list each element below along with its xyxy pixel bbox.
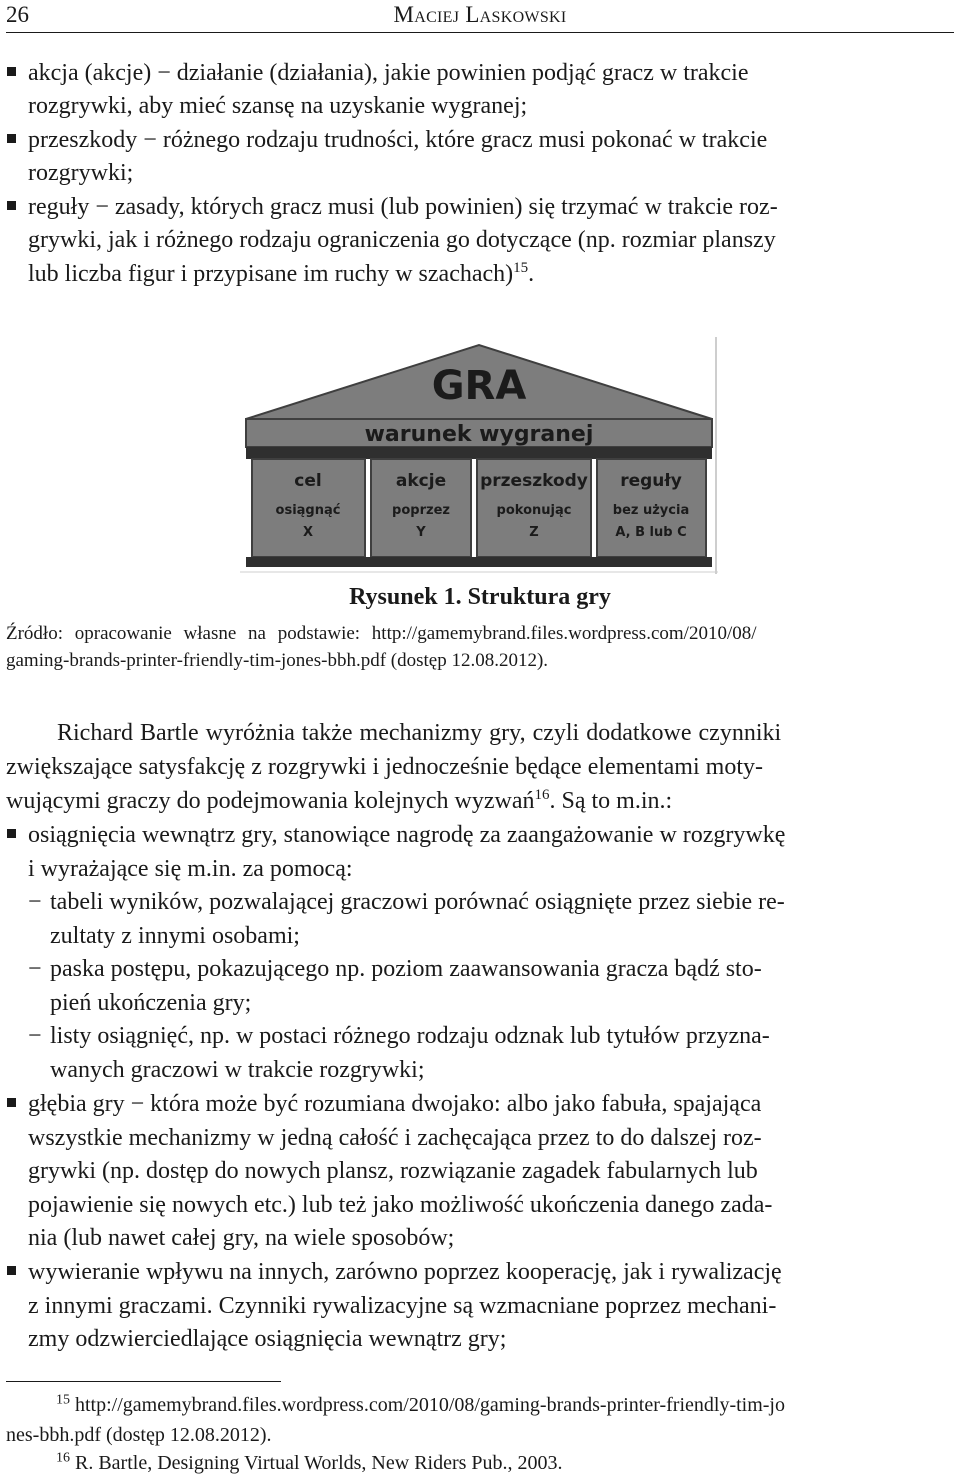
bullet-square-icon xyxy=(7,1098,16,1107)
list-item-text: rozgrywki, aby mieć szansę na uzyskanie wygranej; xyxy=(28,93,528,119)
column-sub: A, B lub C xyxy=(615,525,687,540)
sublist-item-text: pień ukończenia gry; xyxy=(50,990,252,1016)
paragraph-line-end: . Są to m.in.: xyxy=(549,788,673,814)
figure-game-structure xyxy=(240,337,718,574)
sublist-item-text: paska postępu, pokazującego np. poziom zaawansowania gracza bądź sto- xyxy=(50,956,762,982)
sublist-item-text: listy osiągnięć, np. w postaci różnego rodzaju odznak lub tytułów przyzna- xyxy=(50,1023,770,1049)
column-4 xyxy=(597,459,706,557)
column-sub: Z xyxy=(529,525,539,540)
bullet-square-icon xyxy=(7,67,16,76)
dash-marker: − xyxy=(28,956,42,982)
sublist-item-text: tabeli wyników, pozwalającej graczowi porównać osiągnięte przez siebie re- xyxy=(50,889,785,915)
column-sub: pokonując xyxy=(496,503,572,518)
base-bar xyxy=(246,557,712,567)
list-item-text xyxy=(28,257,534,291)
column-sub: X xyxy=(302,525,314,540)
column-head: cel xyxy=(294,471,322,491)
list-item-text: przeszkody − różnego rodzaju trudności, które gracz musi pokonać w trakcie xyxy=(28,127,768,153)
bullet-square-icon xyxy=(7,1266,16,1275)
dash-marker: − xyxy=(28,889,42,915)
column-head: reguły xyxy=(620,471,682,491)
column-sub: bez użycia xyxy=(612,503,690,518)
footnote-ref: 16 xyxy=(534,787,550,803)
sublist-item-text: zultaty z innymi osobami; xyxy=(50,923,300,949)
column-head: przeszkody xyxy=(480,471,588,491)
list-item-text: wszystkie mechanizmy w jedną całość i zachęcająca przez to do dalszej roz- xyxy=(28,1125,762,1151)
list-item-text: rozgrywki; xyxy=(28,160,134,186)
footnote-16 xyxy=(56,1450,563,1476)
page-number: 26 xyxy=(6,2,29,27)
paragraph-line: zwiększające satysfakcję z rozgrywki i jednocześnie będące elementami moty- xyxy=(6,754,763,780)
footnote-text: nes-bbh.pdf (dostęp 12.08.2012). xyxy=(6,1424,272,1446)
footnote-15 xyxy=(56,1392,785,1418)
column-1 xyxy=(252,459,365,557)
footnote-ref: 15 xyxy=(513,260,529,276)
column-sub: Y xyxy=(416,525,426,540)
paragraph-line-text: wującymi graczy do podejmowania kolejnych wyzwań xyxy=(6,788,535,814)
list-item-text: zmy odzwierciedlające osiągnięcia wewnątrz gry; xyxy=(28,1326,507,1352)
paragraph-line xyxy=(6,784,672,818)
column-sub: osiągnąć xyxy=(275,503,341,518)
running-header xyxy=(6,0,954,33)
paragraph-line: Richard Bartle wyróżnia także mechanizmy gry, czyli dodatkowe czynniki xyxy=(57,720,782,746)
list-item-text: grywki, jak i różnego rodzaju ograniczenia go dotyczące (np. rozmiar planszy xyxy=(28,227,776,253)
game-structure-diagram xyxy=(240,337,718,574)
footnote-text[interactable]: http://gamemybrand.files.wordpress.com/2010/08/gaming-brands-printer-friendly-tim-jo xyxy=(75,1394,785,1416)
bullet-square-icon xyxy=(7,201,16,210)
list-item-text: z innymi graczami. Czynniki rywalizacyjne są wzmacniane poprzez mechani- xyxy=(28,1293,777,1319)
list-item-line: lub liczba figur i przypisane im ruchy w szachach) xyxy=(28,261,514,287)
column-2 xyxy=(371,459,471,557)
sublist-item-text: wanych graczowi w trakcie rozgrywki; xyxy=(50,1057,425,1083)
column-3 xyxy=(477,459,591,557)
dash-marker: − xyxy=(28,1023,42,1049)
list-item-text: reguły − zasady, których gracz musi (lub powinien) się trzymać w trakcie roz- xyxy=(28,194,778,220)
list-item-text: i wyrażające się m.in. za pomocą: xyxy=(28,856,353,882)
list-item-text: akcja (akcje) − działanie (działania), jakie powinien podjąć gracz w trakcie xyxy=(28,60,749,86)
figure-source: Źródło: opracowanie własne na podstawie: http://gamemybrand.files.wordpress.com/2010/08/ xyxy=(6,623,757,644)
footnote-number: 16 xyxy=(56,1450,70,1466)
running-author: Maciej Laskowski xyxy=(393,2,567,27)
list-item-text: osiągnięcia wewnątrz gry, stanowiące nagrodę za zaangażowanie w rozgrywkę xyxy=(28,822,786,848)
bullet-square-icon xyxy=(7,134,16,143)
footnote-rule xyxy=(6,1381,281,1382)
list-item-text: grywki (np. dostęp do nowych plansz, rozwiązanie zagadek fabularnych lub xyxy=(28,1158,758,1184)
diagram-title: GRA xyxy=(431,363,527,409)
list-item-text: nia (lub nawet całej gry, na wiele sposobów; xyxy=(28,1225,455,1251)
list-item-text: pojawienie się nowych etc.) lub też jako możliwość ukończenia danego zada- xyxy=(28,1192,773,1218)
figure-source: gaming-brands-printer-friendly-tim-jones-bbh.pdf (dostęp 12.08.2012). xyxy=(6,650,549,671)
list-item-text: głębia gry − która może być rozumiana dwojako: albo jako fabuła, spajająca xyxy=(28,1091,762,1117)
list-item-text: wywieranie wpływu na innych, zarówno poprzez kooperację, jak i rywalizację xyxy=(28,1259,782,1285)
footnote-text: R. Bartle, Designing Virtual Worlds, New Riders Pub., 2003. xyxy=(75,1452,563,1474)
column-head: akcje xyxy=(395,471,447,491)
list-item-line-end: . xyxy=(528,261,535,287)
bullet-square-icon xyxy=(7,829,16,838)
figure-caption: Rysunek 1. Struktura gry xyxy=(349,584,611,610)
band-bar xyxy=(246,447,712,459)
column-sub: poprzez xyxy=(392,503,450,518)
diagram-subtitle: warunek wygranej xyxy=(364,422,594,447)
footnote-number: 15 xyxy=(56,1392,70,1408)
